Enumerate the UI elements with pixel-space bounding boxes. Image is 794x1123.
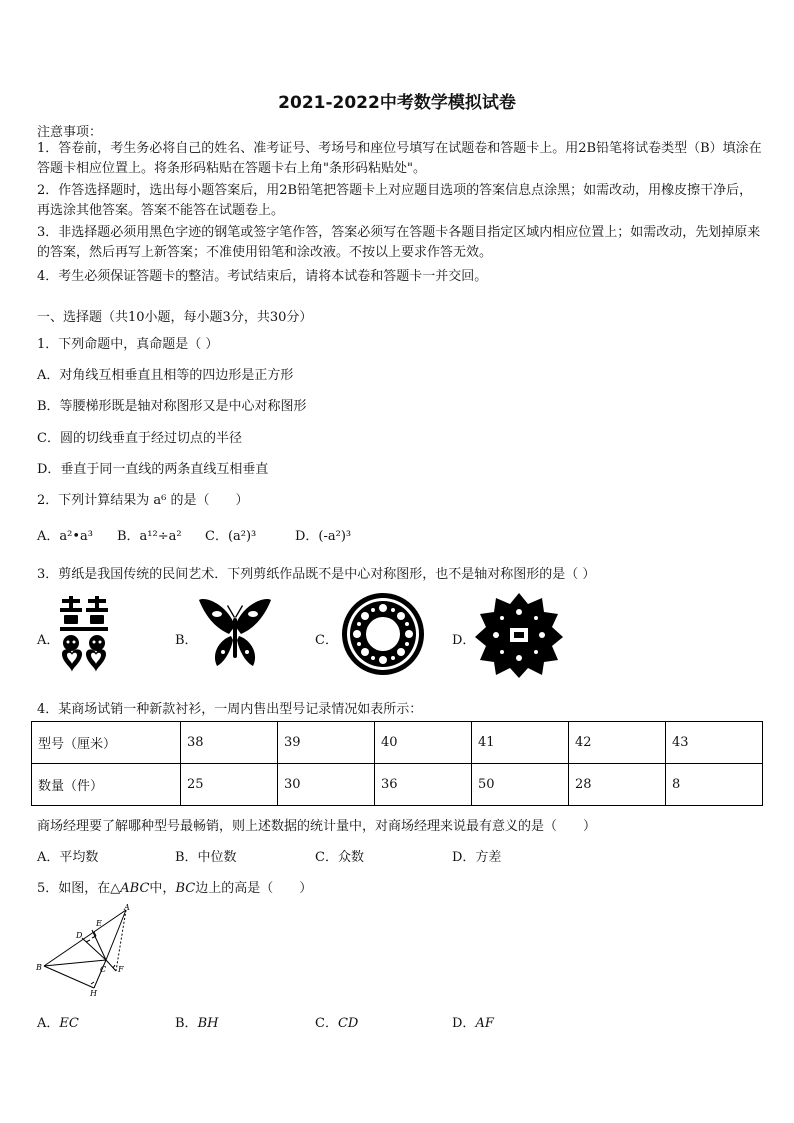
q1-stem: 1．下列命题中，真命题是（ ） [37, 337, 219, 352]
q4-option-a[interactable]: A．平均数 [37, 850, 99, 865]
q5-option-d-value: AF [475, 1016, 494, 1031]
table-cell: 28 [569, 764, 666, 806]
q1-option-c[interactable]: C．圆的切线垂直于经过切点的半径 [37, 431, 242, 446]
triangle-figure [36, 904, 140, 1000]
section-heading: 一、选择题（共10小题，每小题3分，共30分） [37, 310, 313, 325]
q5-stem [37, 877, 312, 896]
q5-triangle: △ABC [110, 881, 150, 896]
label-h: H [90, 989, 97, 998]
label-a: A [124, 904, 130, 912]
q5-option-a-value: EC [59, 1016, 79, 1031]
q5-option-c-prefix: C． [315, 1016, 338, 1031]
q5-stem-mid: 中， [149, 881, 176, 896]
size-table [31, 721, 763, 806]
q1-option-a[interactable]: A．对角线互相垂直且相等的四边形是正方形 [37, 368, 294, 383]
notice-item-1: 1．答卷前，考生务必将自己的姓名、准考证号、考场号和座位号填写在试题卷和答题卡上。用2B铅笔将试卷类型（B）填涂在答题卡相应位置上。将条形码粘贴在答题卡右上角"条形码粘贴处"。 [37, 141, 762, 176]
q5-option-a[interactable] [37, 1012, 79, 1031]
q5-option-b-prefix: B． [175, 1016, 198, 1031]
table-cell: 39 [278, 722, 375, 764]
q3-option-c[interactable]: C． [315, 633, 338, 648]
table-row [32, 722, 763, 764]
notice-heading: 注意事项： [37, 125, 103, 140]
q5-option-c[interactable] [315, 1012, 358, 1031]
q5-option-a-prefix: A． [37, 1016, 60, 1031]
q4-option-c[interactable]: C．众数 [315, 850, 364, 865]
q3-option-b[interactable]: B． [175, 633, 198, 648]
q1-option-b[interactable]: B．等腰梯形既是轴对称图形又是中心对称图形 [37, 399, 307, 414]
q4-option-b[interactable]: B．中位数 [175, 850, 237, 865]
q3-option-a[interactable]: A． [37, 633, 60, 648]
label-c: C [100, 965, 107, 974]
ring-papercut-icon [341, 592, 425, 676]
q5-side: BC [175, 881, 196, 896]
notice-item-4: 4．考生必须保证答题卡的整洁。考试结束后，请将本试卷和答题卡一并交回。 [37, 269, 488, 284]
q2-option-a[interactable]: A．a²•a³ [37, 529, 93, 544]
q4-stem: 4．某商场试销一种新款衬衫，一周内售出型号记录情况如表所示： [37, 702, 423, 717]
double-happiness-icon [60, 596, 108, 674]
q2-option-d[interactable]: D．(-a²)³ [295, 529, 352, 544]
row-header-count: 数量（件） [32, 764, 181, 806]
table-cell: 36 [375, 764, 472, 806]
row-header-size: 型号（厘米） [32, 722, 181, 764]
butterfly-icon [197, 596, 273, 672]
q3-stem: 3．剪纸是我国传统的民间艺术．下列剪纸作品既不是中心对称图形，也不是轴对称图形的是（ ） [37, 567, 596, 582]
notice-item-3: 3．非选择题必须用黑色字迹的钢笔或签字笔作答，答案必须写在答题卡各题目指定区域内相应位置上；如需改动，先划掉原来的答案，然后再写上新答案；不准使用铅笔和涂改液。不按以上要求作答无效。 [37, 225, 761, 260]
q4-question: 商场经理要了解哪种型号最畅销，则上述数据的统计量中，对商场经理来说最有意义的是（ ） [37, 819, 597, 834]
table-cell: 8 [666, 764, 763, 806]
label-b: B [36, 963, 42, 972]
table-cell: 25 [181, 764, 278, 806]
q5-option-b[interactable] [175, 1012, 218, 1031]
table-cell: 30 [278, 764, 375, 806]
q4-option-d[interactable]: D．方差 [452, 850, 502, 865]
label-e: E [96, 919, 102, 928]
table-cell: 43 [666, 722, 763, 764]
label-f: F [118, 965, 124, 974]
q2-option-b[interactable]: B．a¹²÷a² [117, 529, 182, 544]
page-title: 2021-2022中考数学模拟试卷 [278, 93, 516, 113]
q5-option-d-prefix: D． [452, 1016, 476, 1031]
notice-item-2: 2．作答选择题时，选出每小题答案后，用2B铅笔把答题卡上对应题目选项的答案信息点涂黑；如需改动，用橡皮擦干净后，再选涂其他答案。答案不能答在试题卷上。 [37, 183, 753, 218]
q5-option-c-value: CD [337, 1016, 359, 1031]
q5-stem-suffix: 边上的高是（ ） [195, 881, 313, 896]
table-cell: 41 [472, 722, 569, 764]
table-cell: 42 [569, 722, 666, 764]
q2-option-c[interactable]: C．(a²)³ [205, 529, 257, 544]
q3-option-d[interactable]: D． [452, 633, 476, 648]
table-cell: 38 [181, 722, 278, 764]
star-papercut-icon [474, 592, 564, 678]
q5-stem-prefix: 5．如图，在 [37, 881, 111, 896]
q1-option-d[interactable]: D．垂直于同一直线的两条直线互相垂直 [37, 462, 269, 477]
q5-option-b-value: BH [197, 1016, 219, 1031]
table-cell: 40 [375, 722, 472, 764]
table-cell: 50 [472, 764, 569, 806]
label-d: D [76, 931, 83, 940]
table-row [32, 764, 763, 806]
q5-option-d[interactable] [452, 1012, 494, 1031]
q2-stem: 2．下列计算结果为 a⁶ 的是（ ） [37, 493, 249, 508]
